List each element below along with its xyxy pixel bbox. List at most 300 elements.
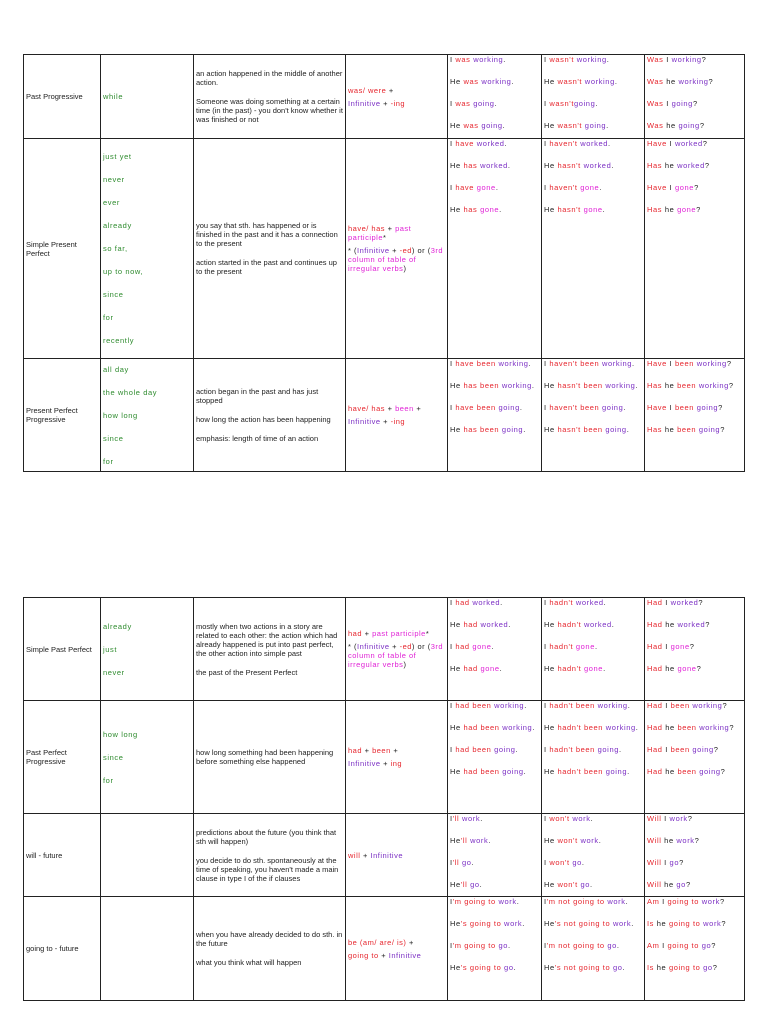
positive-examples-cell: [448, 359, 542, 472]
text-segment: Was: [647, 99, 664, 108]
text-segment: have/ has: [348, 224, 386, 233]
form-line: [348, 746, 445, 755]
text-segment: .: [507, 941, 511, 950]
positive-example: [450, 77, 539, 86]
text-segment: .: [488, 836, 491, 845]
form-line: [348, 642, 445, 669]
text-segment: ?: [722, 701, 728, 710]
question-example: [647, 403, 742, 412]
positive-examples-cell: [448, 55, 542, 139]
usage-cell: [194, 55, 346, 139]
signal-words-cell: [101, 55, 194, 139]
text-segment: go: [703, 963, 713, 972]
text-segment: I: [450, 99, 456, 108]
text-segment: ?: [692, 99, 698, 108]
text-segment: working: [501, 381, 532, 390]
text-segment: was: [463, 121, 479, 130]
text-segment: ?: [718, 403, 723, 412]
text-segment: .: [590, 880, 593, 889]
positive-example: [450, 183, 539, 192]
text-segment: been: [670, 745, 690, 754]
text-segment: working: [494, 701, 525, 710]
signal-word: so far,: [103, 244, 128, 253]
negative-examples-cell: [542, 598, 645, 701]
text-segment: hadn't: [549, 598, 574, 607]
text-segment: hadn't been: [549, 745, 595, 754]
text-segment: wasn't: [549, 99, 574, 108]
question-example: [647, 55, 742, 64]
text-segment: ?: [687, 814, 693, 823]
negative-example: [544, 701, 642, 710]
positive-example: [450, 723, 539, 732]
text-segment: be (am/ are/ is): [348, 937, 407, 947]
positive-examples-cell: [448, 814, 542, 897]
text-segment: I: [544, 403, 550, 412]
text-segment: 'm not going to: [546, 941, 605, 950]
usage-text: what you think what will happen: [196, 958, 302, 967]
text-segment: had been: [455, 745, 492, 754]
positive-example: [450, 620, 539, 629]
text-segment: Had: [647, 664, 663, 673]
text-segment: I: [662, 745, 671, 754]
text-segment: had: [455, 642, 470, 651]
text-segment: won't: [557, 880, 578, 889]
text-segment: going: [692, 745, 714, 754]
text-segment: has been: [463, 381, 500, 390]
text-segment: Infinitive: [357, 642, 390, 651]
question-example: [647, 359, 742, 368]
text-segment: He: [450, 77, 464, 86]
question-example: [647, 941, 742, 950]
text-segment: He: [544, 620, 558, 629]
text-segment: I: [662, 701, 671, 710]
text-segment: hasn't been: [557, 381, 603, 390]
text-segment: I: [450, 701, 456, 710]
text-segment: going: [574, 99, 596, 108]
signal-word: how long: [103, 729, 138, 739]
text-segment: ing: [390, 759, 403, 768]
text-segment: .: [614, 77, 618, 86]
question-example: [647, 858, 742, 867]
negative-example: [544, 139, 642, 148]
tense-name-cell: will - future: [24, 814, 101, 897]
text-segment: I: [450, 745, 456, 754]
tense-name-cell: Past Perfect Progressive: [24, 701, 101, 814]
text-segment: He: [544, 963, 555, 972]
text-segment: going: [605, 767, 628, 776]
positive-example: [450, 664, 539, 673]
signal-words-cell: [101, 814, 194, 897]
text-segment: I: [544, 701, 550, 710]
text-segment: Am: [647, 941, 660, 950]
text-segment: Infinitive: [388, 950, 422, 960]
text-segment: He: [450, 425, 464, 434]
text-segment: worked: [476, 139, 505, 148]
signal-words-cell: [101, 359, 194, 472]
text-segment: I: [544, 183, 550, 192]
text-segment: .: [611, 620, 615, 629]
text-segment: he: [662, 723, 678, 732]
text-segment: I: [450, 941, 453, 950]
signal-word: for: [103, 775, 114, 785]
text-segment: he: [663, 77, 679, 86]
text-segment: 3rd column of table of irregular verbs: [348, 642, 444, 669]
text-segment: hadn't: [549, 642, 574, 651]
negative-example: [544, 359, 642, 368]
text-segment: .: [479, 880, 483, 889]
text-segment: work: [701, 897, 720, 906]
tense-name-cell: going to - future: [24, 897, 101, 1001]
positive-example: [450, 598, 539, 607]
form-line: [348, 404, 445, 413]
text-segment: .: [594, 642, 598, 651]
negative-example: [544, 161, 642, 170]
text-segment: ?: [719, 897, 725, 906]
text-segment: working: [698, 381, 729, 390]
tense-name-cell: Present Perfect Progressive: [24, 359, 101, 472]
question-examples-cell: [645, 701, 745, 814]
text-segment: going: [501, 425, 524, 434]
negative-examples-cell: [542, 359, 645, 472]
text-segment: He: [450, 767, 464, 776]
text-segment: *: [425, 629, 430, 638]
text-segment: gone: [580, 183, 600, 192]
text-segment: work: [703, 919, 722, 928]
text-segment: was: [455, 99, 471, 108]
text-segment: I: [659, 941, 668, 950]
text-segment: haven't been: [549, 359, 600, 368]
text-segment: won't: [557, 836, 578, 845]
text-segment: .: [508, 620, 511, 629]
text-segment: .: [598, 836, 602, 845]
text-segment: .: [625, 897, 629, 906]
text-segment: I: [544, 359, 550, 368]
text-segment: He: [450, 161, 464, 170]
text-segment: .: [523, 425, 526, 434]
text-segment: I: [661, 858, 670, 867]
text-segment: Has: [647, 205, 663, 214]
text-segment: worked: [575, 598, 604, 607]
form-line: [348, 246, 445, 273]
text-segment: -ed: [399, 246, 412, 255]
text-segment: going: [699, 767, 721, 776]
signal-word: all day: [103, 364, 129, 374]
text-segment: Was: [647, 77, 664, 86]
text-segment: ?: [705, 620, 711, 629]
positive-example: [450, 919, 539, 928]
text-segment: I: [544, 745, 550, 754]
text-segment: +: [362, 746, 373, 755]
text-segment: gone: [583, 205, 603, 214]
form-line: [348, 938, 445, 947]
question-example: [647, 77, 742, 86]
text-segment: .: [611, 161, 615, 170]
text-segment: I: [662, 598, 671, 607]
text-segment: 'll: [460, 880, 468, 889]
text-segment: .: [494, 99, 498, 108]
text-segment: He: [544, 205, 558, 214]
text-segment: had: [348, 629, 363, 638]
negative-example: [544, 723, 642, 732]
text-segment: I: [450, 359, 456, 368]
text-segment: .: [528, 359, 532, 368]
text-segment: had: [455, 598, 470, 607]
question-example: [647, 814, 742, 823]
form-line: [348, 99, 445, 108]
question-example: [647, 897, 742, 906]
text-segment: Has: [647, 425, 663, 434]
text-segment: I: [544, 55, 550, 64]
text-segment: I: [666, 139, 675, 148]
text-segment: gone: [674, 183, 695, 192]
text-segment: ?: [721, 919, 727, 928]
text-segment: go: [580, 880, 590, 889]
text-segment: been: [395, 404, 414, 413]
text-segment: I: [544, 139, 550, 148]
signal-word: the whole day: [103, 387, 158, 397]
text-segment: *: [383, 233, 387, 242]
text-segment: Have: [647, 139, 667, 148]
text-segment: +: [390, 746, 399, 755]
text-segment: .: [503, 55, 506, 64]
text-segment: .: [603, 664, 606, 673]
text-segment: .: [532, 723, 535, 732]
text-segment: * (: [348, 642, 357, 651]
text-segment: working: [692, 701, 723, 710]
text-segment: .: [581, 858, 585, 867]
positive-example: [450, 359, 539, 368]
text-segment: he: [662, 205, 678, 214]
signal-word: already: [103, 221, 132, 230]
text-segment: go: [572, 858, 582, 867]
usage-text: mostly when two actions in a story are related to each other: the action which had already happened is put into past perfect, the other action into simple past: [196, 621, 338, 658]
text-segment: Had: [647, 723, 663, 732]
text-segment: +: [380, 759, 391, 768]
text-segment: going to: [668, 963, 701, 972]
question-example: [647, 664, 742, 673]
text-segment: I: [450, 814, 453, 823]
text-segment: worked: [677, 620, 706, 629]
text-segment: working: [498, 359, 529, 368]
text-segment: Have: [647, 359, 667, 368]
text-segment: He: [544, 664, 558, 673]
text-segment: he: [663, 121, 679, 130]
question-example: [647, 701, 742, 710]
usage-text: how long the action has been happening: [196, 415, 331, 424]
text-segment: work: [461, 814, 481, 823]
positive-example: [450, 55, 539, 64]
text-segment: .: [499, 664, 503, 673]
tense-name-cell: Past Progressive: [24, 55, 101, 139]
text-segment: going: [698, 425, 721, 434]
text-segment: hadn't been: [557, 723, 604, 732]
text-segment: 'm going to: [452, 941, 496, 950]
negative-example: [544, 403, 642, 412]
question-examples-cell: [645, 814, 745, 897]
text-segment: work: [669, 814, 688, 823]
text-segment: I: [661, 814, 670, 823]
form-cell: [346, 897, 448, 1001]
question-example: [647, 836, 742, 845]
text-segment: have/ has: [348, 404, 386, 413]
positive-example: [450, 205, 539, 214]
text-segment: He: [450, 381, 464, 390]
text-segment: going: [671, 99, 693, 108]
positive-example: [450, 941, 539, 950]
text-segment: .: [616, 941, 620, 950]
negative-examples-cell: [542, 139, 645, 359]
text-segment: gone: [677, 205, 697, 214]
negative-example: [544, 620, 642, 629]
text-segment: He: [450, 664, 464, 673]
usage-cell: [194, 814, 346, 897]
positive-example: [450, 121, 539, 130]
positive-example: [450, 139, 539, 148]
text-segment: .: [599, 183, 602, 192]
text-segment: gone: [480, 205, 500, 214]
question-example: [647, 121, 742, 130]
text-segment: ): [403, 660, 407, 669]
text-segment: Have: [647, 183, 667, 192]
question-example: [647, 598, 742, 607]
text-segment: .: [495, 183, 499, 192]
negative-example: [544, 897, 642, 906]
text-segment: .: [471, 858, 475, 867]
text-segment: will: [348, 850, 361, 860]
usage-text: an action happened in the middle of another action.: [196, 69, 343, 87]
negative-example: [544, 121, 642, 130]
text-segment: he: [661, 880, 677, 889]
text-segment: hasn't been: [557, 425, 603, 434]
text-segment: ?: [726, 359, 732, 368]
negative-example: [544, 814, 642, 823]
text-segment: He: [544, 919, 555, 928]
signal-word: how long: [103, 410, 138, 420]
text-segment: I: [663, 55, 672, 64]
text-segment: He: [450, 880, 461, 889]
text-segment: ?: [694, 836, 700, 845]
text-segment: .: [507, 161, 511, 170]
text-segment: Will: [647, 814, 662, 823]
text-segment: Will: [647, 880, 662, 889]
text-segment: going: [696, 403, 719, 412]
text-segment: go: [612, 963, 623, 972]
usage-text: Someone was doing something at a certain time (in the past) - you don't know whether it was finished or not: [196, 97, 343, 124]
text-segment: ?: [728, 381, 734, 390]
question-example: [647, 963, 742, 972]
signal-word: just: [103, 644, 118, 654]
text-segment: .: [504, 139, 508, 148]
text-segment: .: [608, 139, 611, 148]
positive-example: [450, 745, 539, 754]
text-segment: go: [498, 941, 508, 950]
text-segment: working: [584, 77, 615, 86]
usage-cell: [194, 598, 346, 701]
usage-cell: [194, 897, 346, 1001]
text-segment: he: [662, 664, 678, 673]
text-segment: +: [406, 937, 414, 947]
text-segment: I: [666, 403, 675, 412]
question-example: [647, 425, 742, 434]
signal-words-cell: [101, 139, 194, 359]
text-segment: ) or (: [411, 642, 431, 651]
negative-example: [544, 664, 642, 673]
text-segment: ?: [698, 598, 704, 607]
tense-name-cell: Simple Present Perfect: [24, 139, 101, 359]
text-segment: going: [502, 767, 524, 776]
signal-word: since: [103, 290, 124, 299]
positive-example: [450, 99, 539, 108]
text-segment: had: [348, 746, 363, 755]
text-segment: hadn't been: [557, 767, 604, 776]
text-segment: I: [450, 139, 456, 148]
question-example: [647, 919, 742, 928]
text-segment: was/ were: [348, 85, 387, 95]
text-segment: ?: [689, 642, 695, 651]
text-segment: work: [504, 919, 523, 928]
text-segment: 'm not going to: [546, 897, 605, 906]
text-segment: working: [502, 723, 533, 732]
text-segment: hadn't: [557, 620, 582, 629]
text-segment: .: [513, 963, 517, 972]
form-line: [348, 951, 445, 960]
usage-text: predictions about the future (you think that sth will happen): [196, 827, 337, 846]
text-segment: ?: [729, 723, 735, 732]
text-segment: .: [602, 205, 606, 214]
text-segment: working: [696, 359, 727, 368]
text-segment: he: [662, 767, 678, 776]
text-segment: work: [612, 919, 632, 928]
text-segment: Had: [647, 598, 663, 607]
text-segment: haven't: [549, 139, 578, 148]
positive-example: [450, 161, 539, 170]
signal-word: since: [103, 433, 124, 443]
text-segment: He: [544, 880, 558, 889]
text-segment: was: [463, 77, 479, 86]
text-segment: he: [661, 836, 677, 845]
positive-example: [450, 642, 539, 651]
text-segment: going to: [667, 941, 700, 950]
text-segment: he: [654, 963, 669, 972]
question-example: [647, 183, 742, 192]
text-segment: ?: [712, 963, 718, 972]
text-segment: 'll: [452, 858, 460, 867]
tense-row: [24, 598, 745, 701]
text-segment: working: [671, 55, 702, 64]
question-example: [647, 161, 742, 170]
tense-row: [24, 139, 745, 359]
text-segment: He: [450, 620, 464, 629]
question-example: [647, 99, 742, 108]
question-example: [647, 205, 742, 214]
text-segment: 's going to: [460, 919, 502, 928]
negative-example: [544, 745, 642, 754]
text-segment: Was: [647, 55, 664, 64]
positive-example: [450, 403, 539, 412]
text-segment: Had: [647, 642, 663, 651]
text-segment: I: [450, 858, 453, 867]
text-segment: worked: [472, 598, 501, 607]
text-segment: I: [544, 941, 547, 950]
text-segment: been: [372, 746, 391, 755]
text-segment: .: [499, 205, 502, 214]
signal-word: ever: [103, 198, 120, 207]
question-examples-cell: [645, 139, 745, 359]
text-segment: ?: [694, 183, 699, 192]
usage-text: action began in the past and has just stopped: [196, 387, 319, 405]
form-line: [348, 86, 445, 95]
question-example: [647, 767, 742, 776]
